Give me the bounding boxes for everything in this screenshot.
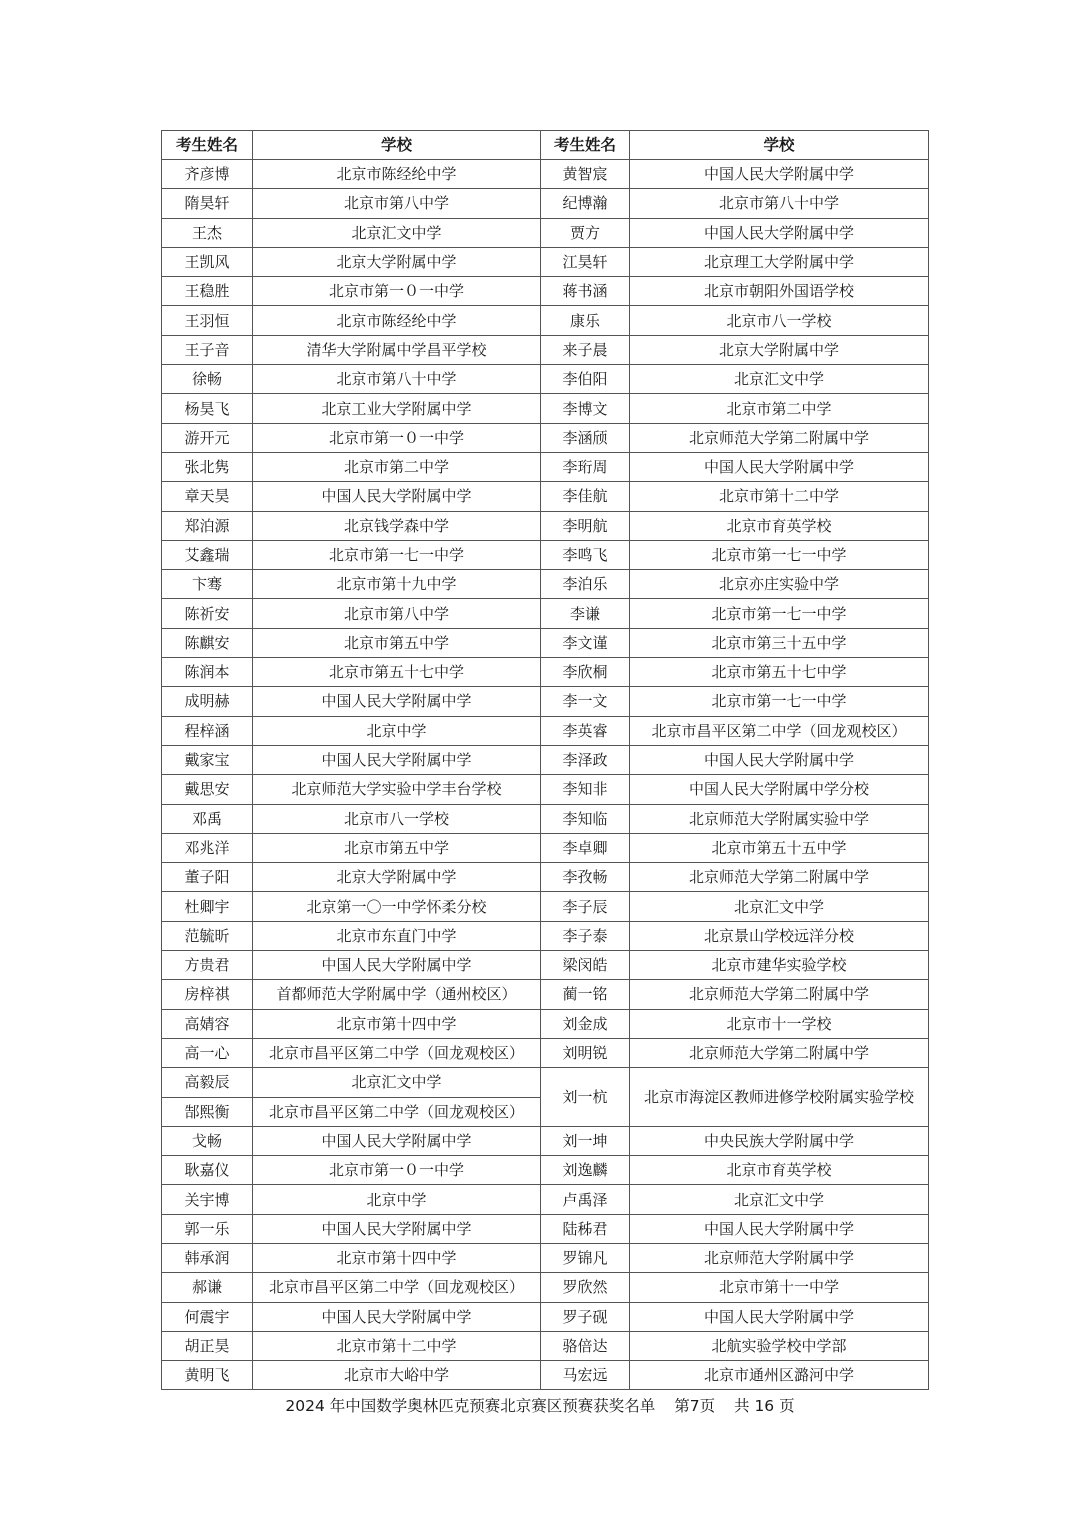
school-right: 北京市育英学校 <box>630 1156 929 1185</box>
school-right: 北京师范大学第二附属中学 <box>630 423 929 452</box>
student-name-left: 王凯风 <box>162 247 253 276</box>
student-name-left: 戴家宝 <box>162 745 253 774</box>
table-row <box>162 951 929 980</box>
header-name-right: 考生姓名 <box>541 131 630 160</box>
student-name-right: 来子晨 <box>541 335 630 364</box>
student-name-left: 王羽恒 <box>162 306 253 335</box>
school-right: 北京汇文中学 <box>630 365 929 394</box>
table-row <box>162 775 929 804</box>
school-right: 北京市八一学校 <box>630 306 929 335</box>
table-header-row <box>162 131 929 160</box>
student-name-left: 郭一乐 <box>162 1214 253 1243</box>
school-left: 北京市第二中学 <box>253 452 541 481</box>
school-right: 北京汇文中学 <box>630 1185 929 1214</box>
school-left: 北京市第五中学 <box>253 628 541 657</box>
student-name-right: 蔺一铭 <box>541 980 630 1009</box>
student-name-right: 李珩周 <box>541 452 630 481</box>
school-right: 中国人民大学附属中学 <box>630 160 929 189</box>
school-left: 北京市昌平区第二中学（回龙观校区） <box>253 1273 541 1302</box>
student-name-left: 隋昊轩 <box>162 189 253 218</box>
table-row <box>162 452 929 481</box>
footer-page-number: 第7页 <box>674 1397 716 1415</box>
student-name-left: 杨昊飞 <box>162 394 253 423</box>
student-name-right: 李子泰 <box>541 921 630 950</box>
header-name-left: 考生姓名 <box>162 131 253 160</box>
table-row <box>162 1038 929 1067</box>
table-row <box>162 1331 929 1360</box>
school-left: 北京市大峪中学 <box>253 1361 541 1390</box>
school-left: 北京市第十九中学 <box>253 570 541 599</box>
school-right: 北京亦庄实验中学 <box>630 570 929 599</box>
school-left: 北京市第八十中学 <box>253 365 541 394</box>
school-right: 北京市第十二中学 <box>630 482 929 511</box>
student-name-left: 郝谦 <box>162 1273 253 1302</box>
table-row <box>162 160 929 189</box>
footer-title: 2024 年中国数学奥林匹克预赛北京赛区预赛获奖名单 <box>285 1397 656 1415</box>
student-name-right: 贾方 <box>541 218 630 247</box>
student-name-right: 黄智宸 <box>541 160 630 189</box>
school-left: 北京市东直门中学 <box>253 921 541 950</box>
table-row <box>162 1126 929 1155</box>
school-right: 北京市建华实验学校 <box>630 951 929 980</box>
school-right: 北京师范大学第二附属中学 <box>630 1038 929 1067</box>
school-right: 北京市第十一中学 <box>630 1273 929 1302</box>
school-left: 北京市第十四中学 <box>253 1243 541 1272</box>
school-left: 中国人民大学附属中学 <box>253 1126 541 1155</box>
table-row <box>162 716 929 745</box>
student-name-left: 陈祈安 <box>162 599 253 628</box>
student-name-left: 邓禹 <box>162 804 253 833</box>
school-right: 中国人民大学附属中学 <box>630 745 929 774</box>
school-left: 北京市第一０一中学 <box>253 423 541 452</box>
student-name-right: 李涵颀 <box>541 423 630 452</box>
school-right: 北京市朝阳外国语学校 <box>630 277 929 306</box>
school-right: 北京市通州区潞河中学 <box>630 1361 929 1390</box>
student-name-left: 王子音 <box>162 335 253 364</box>
school-left: 北京汇文中学 <box>253 218 541 247</box>
table-row <box>162 423 929 452</box>
school-left: 北京市第五中学 <box>253 833 541 862</box>
student-name-left: 王杰 <box>162 218 253 247</box>
table-row <box>162 921 929 950</box>
student-name-right: 李孜畅 <box>541 863 630 892</box>
school-right: 北京市育英学校 <box>630 511 929 540</box>
school-right: 北京市第一七一中学 <box>630 687 929 716</box>
school-left: 中国人民大学附属中学 <box>253 1214 541 1243</box>
school-right: 北京景山学校远洋分校 <box>630 921 929 950</box>
table-row <box>162 1273 929 1302</box>
student-name-right: 李卓卿 <box>541 833 630 862</box>
table-row <box>162 1156 929 1185</box>
school-left: 北京市第八中学 <box>253 599 541 628</box>
school-left: 北京中学 <box>253 716 541 745</box>
school-right: 中国人民大学附属中学 <box>630 218 929 247</box>
student-name-left: 章天昊 <box>162 482 253 511</box>
school-left: 北京第一〇一中学怀柔分校 <box>253 892 541 921</box>
school-right: 中国人民大学附属中学 <box>630 1302 929 1331</box>
student-name-right: 马宏远 <box>541 1361 630 1390</box>
table-row <box>162 1068 929 1097</box>
student-name-right: 刘金成 <box>541 1009 630 1038</box>
school-right: 北京理工大学附属中学 <box>630 247 929 276</box>
table-row <box>162 365 929 394</box>
school-left: 北京大学附属中学 <box>253 863 541 892</box>
student-name-left: 程梓涵 <box>162 716 253 745</box>
school-right: 北京师范大学第二附属中学 <box>630 863 929 892</box>
student-name-left: 高一心 <box>162 1038 253 1067</box>
school-right: 中央民族大学附属中学 <box>630 1126 929 1155</box>
student-name-left: 戴思安 <box>162 775 253 804</box>
school-right: 中国人民大学附属中学分校 <box>630 775 929 804</box>
student-name-left: 耿嘉仪 <box>162 1156 253 1185</box>
school-left: 北京市第八中学 <box>253 189 541 218</box>
table-row <box>162 570 929 599</box>
school-right: 北京师范大学附属中学 <box>630 1243 929 1272</box>
school-right: 北京市第三十五中学 <box>630 628 929 657</box>
school-right: 北京市第一七一中学 <box>630 599 929 628</box>
student-name-right: 刘一坤 <box>541 1126 630 1155</box>
student-name-right: 蒋书涵 <box>541 277 630 306</box>
table-row <box>162 247 929 276</box>
student-name-right: 李泊乐 <box>541 570 630 599</box>
student-name-right: 卢禹泽 <box>541 1185 630 1214</box>
student-name-left: 卞骞 <box>162 570 253 599</box>
student-name-left: 齐彦博 <box>162 160 253 189</box>
footer-page-total: 共 16 页 <box>734 1397 795 1415</box>
student-name-left: 房梓祺 <box>162 980 253 1009</box>
table-row <box>162 218 929 247</box>
student-name-left: 邓兆洋 <box>162 833 253 862</box>
school-left: 北京汇文中学 <box>253 1068 541 1097</box>
student-name-left: 戈畅 <box>162 1126 253 1155</box>
table-row <box>162 1214 929 1243</box>
school-right: 北京大学附属中学 <box>630 335 929 364</box>
student-name-right: 刘一杭 <box>541 1068 630 1127</box>
table-row <box>162 804 929 833</box>
table-row <box>162 394 929 423</box>
student-name-left: 方贵君 <box>162 951 253 980</box>
table-row <box>162 306 929 335</box>
student-name-left: 王稳胜 <box>162 277 253 306</box>
student-name-left: 郜熙衡 <box>162 1097 253 1126</box>
student-name-left: 陈润本 <box>162 658 253 687</box>
student-name-right: 李文谨 <box>541 628 630 657</box>
school-right: 中国人民大学附属中学 <box>630 452 929 481</box>
school-left: 清华大学附属中学昌平学校 <box>253 335 541 364</box>
school-right: 北京市海淀区教师进修学校附属实验学校 <box>630 1068 929 1127</box>
student-name-left: 胡正昊 <box>162 1331 253 1360</box>
school-right: 北航实验学校中学部 <box>630 1331 929 1360</box>
table-row <box>162 745 929 774</box>
table-row <box>162 980 929 1009</box>
student-name-right: 刘明锐 <box>541 1038 630 1067</box>
school-right: 北京汇文中学 <box>630 892 929 921</box>
school-left: 北京市陈经纶中学 <box>253 160 541 189</box>
student-name-right: 李伯阳 <box>541 365 630 394</box>
student-name-right: 李谦 <box>541 599 630 628</box>
table-row <box>162 277 929 306</box>
school-left: 北京市昌平区第二中学（回龙观校区） <box>253 1097 541 1126</box>
school-left: 中国人民大学附属中学 <box>253 687 541 716</box>
table-row <box>162 1185 929 1214</box>
student-name-right: 刘逸麟 <box>541 1156 630 1185</box>
student-name-right: 康乐 <box>541 306 630 335</box>
student-name-left: 徐畅 <box>162 365 253 394</box>
table-row <box>162 540 929 569</box>
table-row <box>162 1243 929 1272</box>
student-name-left: 董子阳 <box>162 863 253 892</box>
student-name-left: 高婧容 <box>162 1009 253 1038</box>
school-left: 北京师范大学实验中学丰台学校 <box>253 775 541 804</box>
table-body <box>162 160 929 1390</box>
table-row <box>162 863 929 892</box>
school-right: 北京市第一七一中学 <box>630 540 929 569</box>
table-row <box>162 1361 929 1390</box>
table-row <box>162 892 929 921</box>
student-name-left: 郑泊源 <box>162 511 253 540</box>
student-name-right: 李佳航 <box>541 482 630 511</box>
student-name-right: 李博文 <box>541 394 630 423</box>
student-name-left: 艾鑫瑞 <box>162 540 253 569</box>
school-left: 中国人民大学附属中学 <box>253 1302 541 1331</box>
school-left: 中国人民大学附属中学 <box>253 745 541 774</box>
student-name-right: 骆倍达 <box>541 1331 630 1360</box>
student-name-right: 江昊轩 <box>541 247 630 276</box>
school-left: 北京市第十四中学 <box>253 1009 541 1038</box>
school-left: 北京工业大学附属中学 <box>253 394 541 423</box>
school-left: 北京市第五十七中学 <box>253 658 541 687</box>
table-row <box>162 687 929 716</box>
school-right: 中国人民大学附属中学 <box>630 1214 929 1243</box>
header-school-right: 学校 <box>630 131 929 160</box>
school-left: 北京市第一七一中学 <box>253 540 541 569</box>
school-right: 北京市昌平区第二中学（回龙观校区） <box>630 716 929 745</box>
school-left: 北京大学附属中学 <box>253 247 541 276</box>
school-left: 北京市八一学校 <box>253 804 541 833</box>
student-name-left: 韩承润 <box>162 1243 253 1272</box>
student-name-left: 黄明飞 <box>162 1361 253 1390</box>
school-left: 北京中学 <box>253 1185 541 1214</box>
school-left: 首都师范大学附属中学（通州校区） <box>253 980 541 1009</box>
school-right: 北京市第二中学 <box>630 394 929 423</box>
school-right: 北京师范大学附属实验中学 <box>630 804 929 833</box>
school-right: 北京市十一学校 <box>630 1009 929 1038</box>
student-name-left: 张北隽 <box>162 452 253 481</box>
student-name-right: 李一文 <box>541 687 630 716</box>
student-name-right: 李鸣飞 <box>541 540 630 569</box>
student-name-right: 李欣桐 <box>541 658 630 687</box>
school-right: 北京市第五十七中学 <box>630 658 929 687</box>
student-name-right: 李明航 <box>541 511 630 540</box>
table-row <box>162 335 929 364</box>
student-name-left: 范毓昕 <box>162 921 253 950</box>
student-name-right: 李泽政 <box>541 745 630 774</box>
award-roster-table <box>161 130 929 1390</box>
table-row <box>162 1009 929 1038</box>
page-footer <box>0 1394 1080 1416</box>
student-name-right: 纪博瀚 <box>541 189 630 218</box>
student-name-left: 杜卿宇 <box>162 892 253 921</box>
student-name-right: 李知临 <box>541 804 630 833</box>
school-left: 北京市第一０一中学 <box>253 277 541 306</box>
student-name-right: 李子辰 <box>541 892 630 921</box>
table-row <box>162 599 929 628</box>
student-name-left: 游开元 <box>162 423 253 452</box>
school-left: 北京市第十二中学 <box>253 1331 541 1360</box>
student-name-left: 关宇博 <box>162 1185 253 1214</box>
student-name-left: 何震宇 <box>162 1302 253 1331</box>
school-left: 北京市陈经纶中学 <box>253 306 541 335</box>
school-right: 北京市第五十五中学 <box>630 833 929 862</box>
school-left: 北京市昌平区第二中学（回龙观校区） <box>253 1038 541 1067</box>
table-row <box>162 189 929 218</box>
student-name-left: 高毅辰 <box>162 1068 253 1097</box>
student-name-right: 李知非 <box>541 775 630 804</box>
school-left: 北京钱学森中学 <box>253 511 541 540</box>
student-name-right: 罗子砚 <box>541 1302 630 1331</box>
student-name-right: 李英睿 <box>541 716 630 745</box>
table-row <box>162 628 929 657</box>
header-school-left: 学校 <box>253 131 541 160</box>
table-row <box>162 482 929 511</box>
school-left: 中国人民大学附属中学 <box>253 951 541 980</box>
student-name-right: 梁闵皓 <box>541 951 630 980</box>
table-row <box>162 658 929 687</box>
school-left: 北京市第一０一中学 <box>253 1156 541 1185</box>
student-name-right: 罗锦凡 <box>541 1243 630 1272</box>
table-row <box>162 1302 929 1331</box>
table-row <box>162 511 929 540</box>
student-name-right: 罗欣然 <box>541 1273 630 1302</box>
student-name-left: 成明赫 <box>162 687 253 716</box>
table-row <box>162 833 929 862</box>
student-name-right: 陆秭君 <box>541 1214 630 1243</box>
school-right: 北京市第八十中学 <box>630 189 929 218</box>
school-right: 北京师范大学第二附属中学 <box>630 980 929 1009</box>
school-left: 中国人民大学附属中学 <box>253 482 541 511</box>
student-name-left: 陈麒安 <box>162 628 253 657</box>
